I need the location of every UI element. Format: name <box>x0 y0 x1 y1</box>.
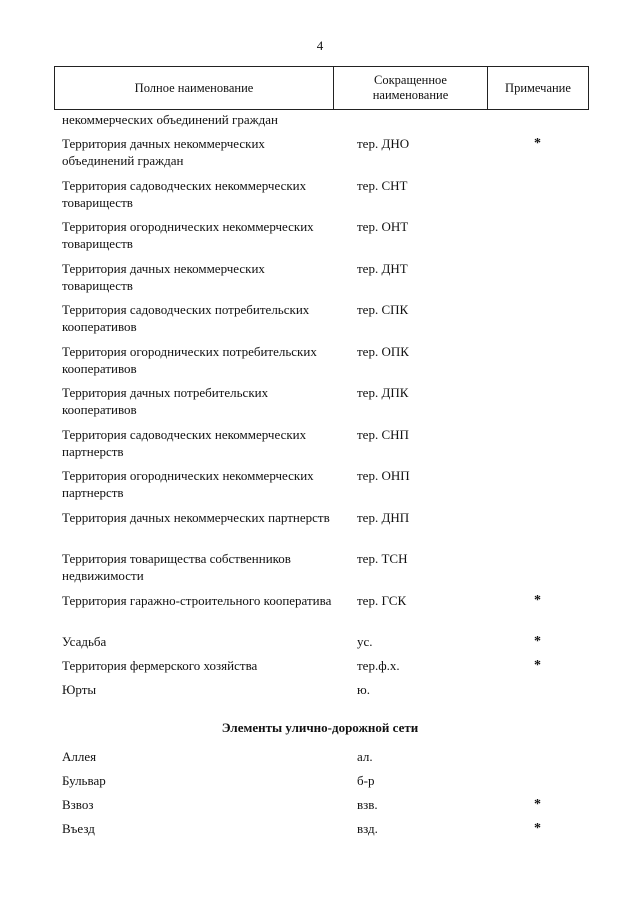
page-number: 4 <box>316 38 324 53</box>
abbreviation-cell: тер. ОПК <box>357 344 409 359</box>
note-cell: * <box>534 593 541 608</box>
full-name-cell: Территория садоводческих некоммерческих партнерств <box>62 427 307 459</box>
note-cell: * <box>534 136 541 151</box>
abbreviation-cell: ю. <box>357 682 370 697</box>
header-abbreviation: Сокращенное наименование <box>334 67 488 110</box>
abbreviation-cell: б-р <box>357 773 375 788</box>
abbreviation-cell: тер. ДНТ <box>357 261 408 276</box>
full-name-cell: Бульвар <box>62 773 106 788</box>
abbreviation-cell: тер. ГСК <box>357 593 407 608</box>
note-cell: * <box>534 658 541 673</box>
full-name-cell: Территория дачных некоммерческих объединений граждан <box>62 136 265 168</box>
abbreviation-cell: взв. <box>357 797 378 812</box>
full-name-cell: Территория огороднических некоммерческих партнерств <box>62 468 314 500</box>
full-name-cell: Территория дачных некоммерческих товариществ <box>62 261 265 293</box>
continuation-text: некоммерческих объединений граждан <box>62 112 278 127</box>
full-name-cell: Территория дачных потребительских кооперативов <box>62 385 269 417</box>
full-name-cell: Въезд <box>62 821 95 836</box>
full-name-cell: Территория огороднических потребительских кооперативов <box>62 344 317 376</box>
full-name-cell: Юрты <box>62 682 97 697</box>
abbreviation-cell: ус. <box>357 634 373 649</box>
table-header <box>54 66 589 110</box>
abbreviation-cell: тер. СНТ <box>357 178 408 193</box>
abbreviation-cell: тер. СПК <box>357 302 409 317</box>
full-name-cell: Территория огороднических некоммерческих товариществ <box>62 219 314 251</box>
full-name-cell: Территория садоводческих потребительских кооперативов <box>62 302 310 334</box>
abbreviation-cell: тер. ТСН <box>357 551 408 566</box>
note-cell: * <box>534 634 541 649</box>
abbreviation-cell: ал. <box>357 749 373 764</box>
full-name-cell: Взвоз <box>62 797 94 812</box>
full-name-cell: Территория фермерского хозяйства <box>62 658 258 673</box>
abbreviation-cell: тер. ДПК <box>357 385 409 400</box>
full-name-cell: Территория дачных некоммерческих партнерств <box>62 510 330 525</box>
abbreviation-cell: тер. ОНП <box>357 468 410 483</box>
full-name-cell: Аллея <box>62 749 97 764</box>
header-note: Примечание <box>488 67 589 110</box>
abbreviation-cell: тер.ф.х. <box>357 658 400 673</box>
abbreviation-cell: тер. ДНП <box>357 510 410 525</box>
abbreviation-cell: тер. ОНТ <box>357 219 409 234</box>
full-name-cell: Усадьба <box>62 634 107 649</box>
note-cell: * <box>534 797 541 812</box>
header-full-name: Полное наименование <box>55 67 334 110</box>
full-name-cell: Территория товарищества собственников недвижимости <box>62 551 291 583</box>
note-cell: * <box>534 821 541 836</box>
abbreviation-cell: тер. СНП <box>357 427 409 442</box>
full-name-cell: Территория садоводческих некоммерческих товариществ <box>62 178 307 210</box>
abbreviation-cell: взд. <box>357 821 378 836</box>
full-name-cell: Территория гаражно-строительного кооператива <box>62 593 332 608</box>
section-heading: Элементы улично-дорожной сети <box>221 720 419 735</box>
abbreviation-cell: тер. ДНО <box>357 136 410 151</box>
